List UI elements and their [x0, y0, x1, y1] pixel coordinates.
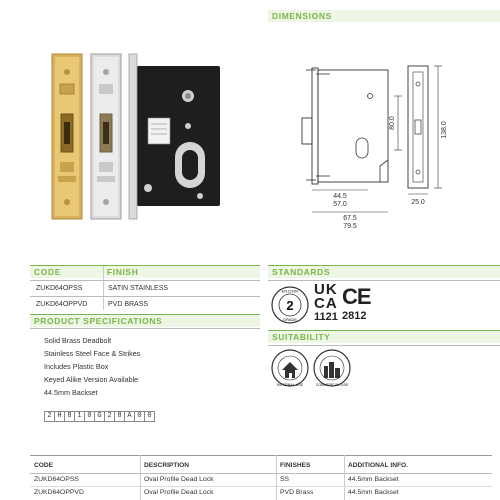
- reference-code: [44, 404, 154, 422]
- suitability-heading: SUITABILITY: [268, 331, 500, 343]
- bt-header-description: DESCRIPTION: [144, 462, 190, 469]
- svg-text:2: 2: [286, 298, 294, 313]
- ref-char: 8: [114, 411, 125, 422]
- standards-heading: STANDARDS: [268, 266, 500, 278]
- code-row-2-finish: PVD BRASS: [108, 301, 149, 308]
- spec-item: Keyed Alike Version Available: [44, 375, 139, 384]
- internal-use-icon: [270, 348, 310, 388]
- table-row-1-finishes: SS: [280, 476, 290, 483]
- ce-number: 2812: [342, 310, 367, 322]
- table-row-2-additional: 44.5mm Backset: [348, 489, 399, 496]
- code-finish-header: [30, 266, 260, 278]
- table-row-1-code: ZUKD64OPSS: [34, 476, 79, 483]
- finish-header: FINISH: [106, 267, 139, 277]
- svg-text:GRADE: GRADE: [282, 317, 298, 322]
- dim-79-5: 79.5: [343, 223, 357, 230]
- spec-list: [44, 334, 244, 399]
- ref-char: 8: [64, 411, 75, 422]
- code-row-2-code: ZUKD64OPPVD: [36, 301, 88, 308]
- spec-item: 44.5mm Backset: [44, 388, 98, 397]
- product-specifications-heading: PRODUCT SPECIFICATIONS: [30, 315, 260, 327]
- code-header: CODE: [34, 267, 61, 277]
- ref-char: 0: [144, 411, 155, 422]
- spec-item: Solid Brass Deadbolt: [44, 336, 112, 345]
- spec-item: Includes Plastic Box: [44, 362, 109, 371]
- grade-seal-icon: [270, 285, 310, 325]
- svg-text:INTERNAL USE: INTERNAL USE: [276, 383, 304, 387]
- table-row-2-code: ZUKD64OPPVD: [34, 489, 84, 496]
- code-row-1-finish: SATIN STAINLESS: [108, 285, 169, 292]
- svg-text:COMMERCIAL USE: COMMERCIAL USE: [315, 383, 349, 387]
- ref-char: H: [54, 411, 65, 422]
- svg-text:EN12209: EN12209: [281, 288, 299, 294]
- ref-char: 0: [84, 411, 95, 422]
- table-row-1-additional: 44.5mm Backset: [348, 476, 399, 483]
- bt-header-finishes: FINISHES: [280, 462, 311, 469]
- dim-80: 80.0: [389, 116, 396, 130]
- bt-header-additional: ADDITIONAL INFO.: [348, 462, 408, 469]
- product-image: [36, 44, 236, 244]
- code-row-1-code: ZUKD64OPSS: [36, 285, 83, 292]
- dim-67-5: 67.5: [343, 215, 357, 222]
- ref-char: A: [124, 411, 135, 422]
- ref-char: 0: [134, 411, 145, 422]
- bt-header-code: CODE: [34, 462, 54, 469]
- lock-case: [132, 66, 220, 206]
- dim-57: 57.0: [333, 201, 347, 208]
- dim-44-5: 44.5: [333, 193, 347, 200]
- dimension-drawing: [268, 40, 500, 240]
- ref-char: 1: [74, 411, 85, 422]
- ce-mark: CE 2812: [342, 285, 392, 323]
- commercial-use-icon: [312, 348, 352, 388]
- ukca-mark: UK CA 1121: [314, 283, 354, 324]
- dim-138: 138.0: [441, 121, 448, 139]
- table-row-2-finishes: PVD Brass: [280, 489, 314, 496]
- ref-char: 2: [44, 411, 55, 422]
- spec-item: Stainless Steel Face & Strikes: [44, 349, 141, 358]
- table-row-1-description: Oval Profile Dead Lock: [144, 476, 214, 483]
- bottom-table: [30, 455, 492, 456]
- dim-25: 25.0: [411, 199, 425, 206]
- ukca-number: 1121: [314, 311, 338, 323]
- ref-char: 2: [104, 411, 115, 422]
- ref-char: G: [94, 411, 105, 422]
- table-row-2-description: Oval Profile Dead Lock: [144, 489, 214, 496]
- dimensions-heading: DIMENSIONS: [268, 10, 500, 22]
